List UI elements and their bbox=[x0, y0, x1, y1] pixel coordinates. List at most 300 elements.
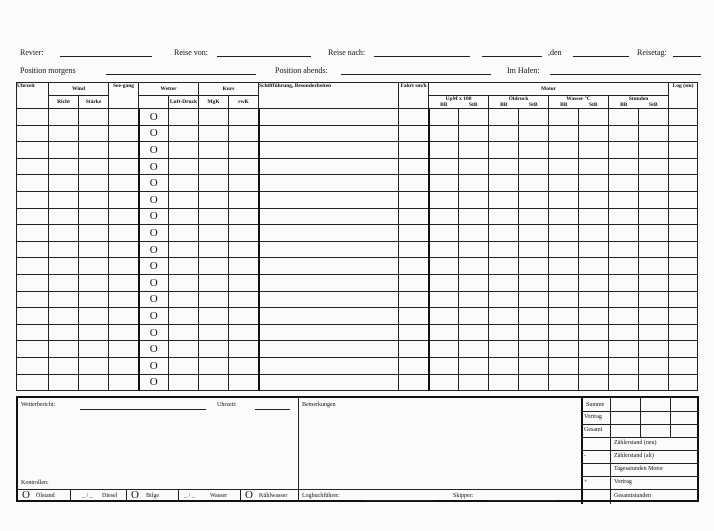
log-cell[interactable] bbox=[169, 241, 199, 258]
log-cell[interactable] bbox=[549, 274, 579, 291]
log-cell[interactable] bbox=[109, 308, 139, 325]
log-cell[interactable] bbox=[109, 125, 139, 142]
log-cell[interactable] bbox=[169, 291, 199, 308]
log-cell[interactable] bbox=[229, 191, 259, 208]
log-cell[interactable] bbox=[199, 125, 229, 142]
log-cell[interactable] bbox=[639, 274, 669, 291]
log-cell[interactable] bbox=[229, 324, 259, 341]
log-cell[interactable] bbox=[669, 291, 698, 308]
log-cell[interactable] bbox=[669, 274, 698, 291]
log-cell[interactable] bbox=[79, 208, 109, 225]
log-cell[interactable] bbox=[549, 142, 579, 159]
log-cell[interactable] bbox=[17, 241, 49, 258]
log-cell[interactable] bbox=[519, 258, 549, 275]
log-cell[interactable] bbox=[549, 258, 579, 275]
log-cell[interactable] bbox=[17, 291, 49, 308]
field-wetterbericht[interactable] bbox=[80, 409, 206, 410]
seegang-cell[interactable] bbox=[139, 374, 169, 391]
log-cell[interactable] bbox=[259, 191, 399, 208]
log-cell[interactable] bbox=[609, 109, 639, 126]
log-cell[interactable] bbox=[229, 175, 259, 192]
log-cell[interactable] bbox=[579, 158, 609, 175]
log-cell[interactable] bbox=[639, 308, 669, 325]
log-cell[interactable] bbox=[609, 191, 639, 208]
log-cell[interactable] bbox=[489, 158, 519, 175]
log-cell[interactable] bbox=[49, 357, 79, 374]
log-cell[interactable] bbox=[109, 324, 139, 341]
log-cell[interactable] bbox=[639, 142, 669, 159]
log-cell[interactable] bbox=[519, 241, 549, 258]
log-cell[interactable] bbox=[549, 158, 579, 175]
log-cell[interactable] bbox=[519, 274, 549, 291]
log-cell[interactable] bbox=[579, 142, 609, 159]
log-cell[interactable] bbox=[609, 241, 639, 258]
log-cell[interactable] bbox=[109, 291, 139, 308]
log-cell[interactable] bbox=[609, 341, 639, 358]
seegang-cell[interactable] bbox=[139, 308, 169, 325]
log-cell[interactable] bbox=[79, 308, 109, 325]
log-cell[interactable] bbox=[399, 374, 429, 391]
log-cell[interactable] bbox=[79, 357, 109, 374]
log-cell[interactable] bbox=[49, 142, 79, 159]
log-cell[interactable] bbox=[199, 341, 229, 358]
log-cell[interactable] bbox=[429, 341, 459, 358]
log-cell[interactable] bbox=[399, 225, 429, 242]
log-cell[interactable] bbox=[259, 374, 399, 391]
log-cell[interactable] bbox=[579, 225, 609, 242]
log-cell[interactable] bbox=[549, 109, 579, 126]
field-reise-von[interactable] bbox=[217, 56, 311, 57]
log-cell[interactable] bbox=[109, 357, 139, 374]
log-cell[interactable] bbox=[609, 274, 639, 291]
log-cell[interactable] bbox=[609, 374, 639, 391]
log-cell[interactable] bbox=[519, 291, 549, 308]
log-cell[interactable] bbox=[519, 225, 549, 242]
log-cell[interactable] bbox=[429, 225, 459, 242]
log-cell[interactable] bbox=[669, 241, 698, 258]
log-cell[interactable] bbox=[199, 291, 229, 308]
field-logbuchfuehrer[interactable] bbox=[364, 500, 434, 501]
log-cell[interactable] bbox=[429, 274, 459, 291]
log-cell[interactable] bbox=[489, 225, 519, 242]
log-cell[interactable] bbox=[79, 158, 109, 175]
log-cell[interactable] bbox=[199, 308, 229, 325]
log-cell[interactable] bbox=[489, 274, 519, 291]
log-cell[interactable] bbox=[259, 357, 399, 374]
log-cell[interactable] bbox=[579, 258, 609, 275]
log-cell[interactable] bbox=[639, 175, 669, 192]
log-cell[interactable] bbox=[459, 357, 489, 374]
log-cell[interactable] bbox=[459, 341, 489, 358]
log-cell[interactable] bbox=[429, 109, 459, 126]
log-cell[interactable] bbox=[79, 324, 109, 341]
circle-oelstand[interactable]: O bbox=[22, 489, 30, 501]
log-cell[interactable] bbox=[399, 258, 429, 275]
log-cell[interactable] bbox=[169, 225, 199, 242]
log-cell[interactable] bbox=[669, 308, 698, 325]
log-cell[interactable] bbox=[459, 175, 489, 192]
log-cell[interactable] bbox=[109, 341, 139, 358]
log-cell[interactable] bbox=[609, 225, 639, 242]
log-cell[interactable] bbox=[429, 158, 459, 175]
log-cell[interactable] bbox=[79, 175, 109, 192]
log-cell[interactable] bbox=[199, 274, 229, 291]
log-cell[interactable] bbox=[109, 109, 139, 126]
log-cell[interactable] bbox=[169, 109, 199, 126]
log-cell[interactable] bbox=[79, 258, 109, 275]
log-cell[interactable] bbox=[429, 291, 459, 308]
log-cell[interactable] bbox=[399, 274, 429, 291]
log-cell[interactable] bbox=[199, 175, 229, 192]
log-cell[interactable] bbox=[639, 291, 669, 308]
log-cell[interactable] bbox=[519, 109, 549, 126]
log-cell[interactable] bbox=[459, 125, 489, 142]
log-cell[interactable] bbox=[609, 142, 639, 159]
log-cell[interactable] bbox=[259, 324, 399, 341]
log-cell[interactable] bbox=[579, 241, 609, 258]
log-cell[interactable] bbox=[489, 357, 519, 374]
log-cell[interactable] bbox=[669, 341, 698, 358]
log-cell[interactable] bbox=[49, 341, 79, 358]
log-cell[interactable] bbox=[169, 324, 199, 341]
log-cell[interactable] bbox=[79, 241, 109, 258]
log-cell[interactable] bbox=[17, 324, 49, 341]
log-cell[interactable] bbox=[199, 258, 229, 275]
log-cell[interactable] bbox=[169, 341, 199, 358]
log-cell[interactable] bbox=[459, 308, 489, 325]
log-cell[interactable] bbox=[49, 374, 79, 391]
log-cell[interactable] bbox=[579, 308, 609, 325]
log-cell[interactable] bbox=[109, 142, 139, 159]
log-cell[interactable] bbox=[399, 324, 429, 341]
log-cell[interactable] bbox=[609, 175, 639, 192]
log-cell[interactable] bbox=[169, 374, 199, 391]
log-cell[interactable] bbox=[169, 258, 199, 275]
field-date[interactable] bbox=[573, 56, 629, 57]
log-cell[interactable] bbox=[79, 142, 109, 159]
log-cell[interactable] bbox=[17, 142, 49, 159]
log-cell[interactable] bbox=[49, 274, 79, 291]
log-cell[interactable] bbox=[79, 125, 109, 142]
log-cell[interactable] bbox=[259, 142, 399, 159]
log-cell[interactable] bbox=[79, 341, 109, 358]
log-cell[interactable] bbox=[399, 175, 429, 192]
log-cell[interactable] bbox=[17, 357, 49, 374]
seegang-cell[interactable] bbox=[139, 324, 169, 341]
log-cell[interactable] bbox=[459, 109, 489, 126]
log-cell[interactable] bbox=[199, 208, 229, 225]
log-cell[interactable] bbox=[17, 374, 49, 391]
log-cell[interactable] bbox=[639, 208, 669, 225]
log-cell[interactable] bbox=[489, 291, 519, 308]
log-cell[interactable] bbox=[579, 109, 609, 126]
log-cell[interactable] bbox=[429, 142, 459, 159]
seegang-cell[interactable] bbox=[139, 142, 169, 159]
log-cell[interactable] bbox=[229, 274, 259, 291]
field-reisetag[interactable] bbox=[673, 56, 701, 57]
circle-bilge[interactable]: O bbox=[131, 489, 139, 501]
field-position-morgens[interactable] bbox=[106, 74, 256, 75]
log-cell[interactable] bbox=[459, 274, 489, 291]
log-cell[interactable] bbox=[17, 208, 49, 225]
log-cell[interactable] bbox=[609, 258, 639, 275]
log-cell[interactable] bbox=[549, 208, 579, 225]
seegang-cell[interactable] bbox=[139, 241, 169, 258]
log-cell[interactable] bbox=[169, 142, 199, 159]
seegang-cell[interactable] bbox=[139, 208, 169, 225]
seegang-cell[interactable] bbox=[139, 274, 169, 291]
log-cell[interactable] bbox=[229, 125, 259, 142]
log-cell[interactable] bbox=[669, 324, 698, 341]
log-cell[interactable] bbox=[229, 341, 259, 358]
field-revier[interactable] bbox=[60, 56, 152, 57]
log-cell[interactable] bbox=[399, 357, 429, 374]
seegang-cell[interactable] bbox=[139, 109, 169, 126]
log-cell[interactable] bbox=[17, 158, 49, 175]
log-cell[interactable] bbox=[579, 191, 609, 208]
log-cell[interactable] bbox=[519, 191, 549, 208]
seegang-cell[interactable] bbox=[139, 191, 169, 208]
log-cell[interactable] bbox=[609, 125, 639, 142]
log-cell[interactable] bbox=[259, 225, 399, 242]
log-cell[interactable] bbox=[549, 291, 579, 308]
log-cell[interactable] bbox=[489, 341, 519, 358]
log-cell[interactable] bbox=[259, 274, 399, 291]
log-cell[interactable] bbox=[79, 225, 109, 242]
log-cell[interactable] bbox=[17, 175, 49, 192]
log-cell[interactable] bbox=[519, 357, 549, 374]
log-cell[interactable] bbox=[639, 341, 669, 358]
log-cell[interactable] bbox=[489, 258, 519, 275]
log-cell[interactable] bbox=[259, 241, 399, 258]
log-cell[interactable] bbox=[669, 175, 698, 192]
log-cell[interactable] bbox=[549, 308, 579, 325]
log-cell[interactable] bbox=[549, 374, 579, 391]
log-cell[interactable] bbox=[519, 142, 549, 159]
log-cell[interactable] bbox=[399, 341, 429, 358]
log-cell[interactable] bbox=[229, 158, 259, 175]
log-cell[interactable] bbox=[199, 158, 229, 175]
log-cell[interactable] bbox=[79, 191, 109, 208]
log-cell[interactable] bbox=[429, 208, 459, 225]
log-cell[interactable] bbox=[459, 142, 489, 159]
log-cell[interactable] bbox=[199, 357, 229, 374]
log-cell[interactable] bbox=[109, 258, 139, 275]
log-cell[interactable] bbox=[109, 225, 139, 242]
log-cell[interactable] bbox=[49, 291, 79, 308]
log-cell[interactable] bbox=[609, 357, 639, 374]
log-cell[interactable] bbox=[549, 125, 579, 142]
log-cell[interactable] bbox=[259, 158, 399, 175]
log-cell[interactable] bbox=[399, 191, 429, 208]
log-cell[interactable] bbox=[489, 109, 519, 126]
log-cell[interactable] bbox=[609, 291, 639, 308]
log-cell[interactable] bbox=[549, 357, 579, 374]
log-cell[interactable] bbox=[399, 208, 429, 225]
log-cell[interactable] bbox=[459, 158, 489, 175]
log-cell[interactable] bbox=[169, 274, 199, 291]
log-cell[interactable] bbox=[229, 308, 259, 325]
log-cell[interactable] bbox=[17, 308, 49, 325]
log-cell[interactable] bbox=[579, 324, 609, 341]
log-cell[interactable] bbox=[669, 258, 698, 275]
log-cell[interactable] bbox=[639, 241, 669, 258]
log-cell[interactable] bbox=[609, 208, 639, 225]
seegang-cell[interactable] bbox=[139, 125, 169, 142]
log-cell[interactable] bbox=[519, 374, 549, 391]
log-cell[interactable] bbox=[549, 225, 579, 242]
log-cell[interactable] bbox=[109, 208, 139, 225]
log-cell[interactable] bbox=[259, 341, 399, 358]
log-cell[interactable] bbox=[17, 225, 49, 242]
log-cell[interactable] bbox=[169, 158, 199, 175]
log-cell[interactable] bbox=[549, 341, 579, 358]
log-cell[interactable] bbox=[399, 308, 429, 325]
log-cell[interactable] bbox=[489, 175, 519, 192]
log-cell[interactable] bbox=[79, 374, 109, 391]
log-cell[interactable] bbox=[49, 241, 79, 258]
log-cell[interactable] bbox=[639, 158, 669, 175]
log-cell[interactable] bbox=[579, 357, 609, 374]
seegang-cell[interactable] bbox=[139, 291, 169, 308]
log-cell[interactable] bbox=[199, 241, 229, 258]
log-cell[interactable] bbox=[49, 175, 79, 192]
log-cell[interactable] bbox=[549, 241, 579, 258]
log-cell[interactable] bbox=[399, 291, 429, 308]
log-cell[interactable] bbox=[669, 374, 698, 391]
log-cell[interactable] bbox=[639, 324, 669, 341]
log-cell[interactable] bbox=[109, 241, 139, 258]
log-cell[interactable] bbox=[49, 158, 79, 175]
log-cell[interactable] bbox=[429, 374, 459, 391]
log-cell[interactable] bbox=[399, 125, 429, 142]
log-cell[interactable] bbox=[609, 308, 639, 325]
log-cell[interactable] bbox=[199, 191, 229, 208]
field-im-hafen[interactable] bbox=[550, 74, 701, 75]
log-cell[interactable] bbox=[609, 158, 639, 175]
log-cell[interactable] bbox=[459, 374, 489, 391]
log-cell[interactable] bbox=[639, 357, 669, 374]
log-cell[interactable] bbox=[579, 341, 609, 358]
log-cell[interactable] bbox=[109, 374, 139, 391]
log-cell[interactable] bbox=[429, 308, 459, 325]
log-cell[interactable] bbox=[519, 324, 549, 341]
log-cell[interactable] bbox=[229, 374, 259, 391]
log-cell[interactable] bbox=[639, 125, 669, 142]
log-cell[interactable] bbox=[489, 208, 519, 225]
log-cell[interactable] bbox=[459, 191, 489, 208]
log-cell[interactable] bbox=[169, 208, 199, 225]
log-cell[interactable] bbox=[669, 142, 698, 159]
log-cell[interactable] bbox=[519, 175, 549, 192]
log-cell[interactable] bbox=[49, 191, 79, 208]
log-cell[interactable] bbox=[49, 208, 79, 225]
log-cell[interactable] bbox=[669, 208, 698, 225]
log-cell[interactable] bbox=[549, 191, 579, 208]
log-cell[interactable] bbox=[669, 191, 698, 208]
log-cell[interactable] bbox=[459, 258, 489, 275]
log-cell[interactable] bbox=[669, 225, 698, 242]
log-cell[interactable] bbox=[489, 241, 519, 258]
log-cell[interactable] bbox=[579, 291, 609, 308]
log-cell[interactable] bbox=[199, 109, 229, 126]
log-cell[interactable] bbox=[459, 208, 489, 225]
log-cell[interactable] bbox=[429, 125, 459, 142]
log-cell[interactable] bbox=[579, 374, 609, 391]
log-cell[interactable] bbox=[199, 324, 229, 341]
log-cell[interactable] bbox=[639, 191, 669, 208]
log-cell[interactable] bbox=[229, 357, 259, 374]
seegang-cell[interactable] bbox=[139, 357, 169, 374]
field-position-abends[interactable] bbox=[341, 74, 491, 75]
log-cell[interactable] bbox=[169, 175, 199, 192]
log-cell[interactable] bbox=[199, 225, 229, 242]
log-cell[interactable] bbox=[429, 191, 459, 208]
log-cell[interactable] bbox=[259, 258, 399, 275]
log-cell[interactable] bbox=[639, 225, 669, 242]
log-cell[interactable] bbox=[17, 341, 49, 358]
log-cell[interactable] bbox=[429, 258, 459, 275]
log-cell[interactable] bbox=[109, 274, 139, 291]
log-cell[interactable] bbox=[229, 142, 259, 159]
log-cell[interactable] bbox=[229, 241, 259, 258]
field-date-day[interactable] bbox=[482, 56, 542, 57]
log-cell[interactable] bbox=[49, 125, 79, 142]
log-cell[interactable] bbox=[229, 258, 259, 275]
log-cell[interactable] bbox=[489, 191, 519, 208]
log-cell[interactable] bbox=[609, 324, 639, 341]
log-cell[interactable] bbox=[17, 274, 49, 291]
log-cell[interactable] bbox=[229, 208, 259, 225]
log-cell[interactable] bbox=[579, 208, 609, 225]
field-uhrzeit[interactable] bbox=[255, 409, 290, 410]
log-cell[interactable] bbox=[459, 225, 489, 242]
log-cell[interactable] bbox=[639, 109, 669, 126]
log-cell[interactable] bbox=[429, 175, 459, 192]
log-cell[interactable] bbox=[169, 125, 199, 142]
log-cell[interactable] bbox=[109, 158, 139, 175]
log-cell[interactable] bbox=[399, 109, 429, 126]
log-cell[interactable] bbox=[639, 374, 669, 391]
log-cell[interactable] bbox=[259, 308, 399, 325]
log-cell[interactable] bbox=[259, 291, 399, 308]
log-cell[interactable] bbox=[399, 241, 429, 258]
log-cell[interactable] bbox=[489, 324, 519, 341]
log-cell[interactable] bbox=[259, 208, 399, 225]
log-cell[interactable] bbox=[79, 291, 109, 308]
log-cell[interactable] bbox=[79, 274, 109, 291]
log-cell[interactable] bbox=[669, 125, 698, 142]
log-cell[interactable] bbox=[489, 374, 519, 391]
log-cell[interactable] bbox=[79, 109, 109, 126]
log-cell[interactable] bbox=[259, 125, 399, 142]
log-cell[interactable] bbox=[199, 142, 229, 159]
log-cell[interactable] bbox=[429, 357, 459, 374]
log-cell[interactable] bbox=[549, 324, 579, 341]
log-cell[interactable] bbox=[399, 158, 429, 175]
log-cell[interactable] bbox=[549, 175, 579, 192]
log-cell[interactable] bbox=[169, 191, 199, 208]
log-cell[interactable] bbox=[17, 191, 49, 208]
log-cell[interactable] bbox=[519, 308, 549, 325]
seegang-cell[interactable] bbox=[139, 175, 169, 192]
log-cell[interactable] bbox=[459, 291, 489, 308]
log-cell[interactable] bbox=[579, 274, 609, 291]
log-cell[interactable] bbox=[199, 374, 229, 391]
log-cell[interactable] bbox=[169, 357, 199, 374]
seegang-cell[interactable] bbox=[139, 225, 169, 242]
field-skipper[interactable] bbox=[488, 500, 558, 501]
